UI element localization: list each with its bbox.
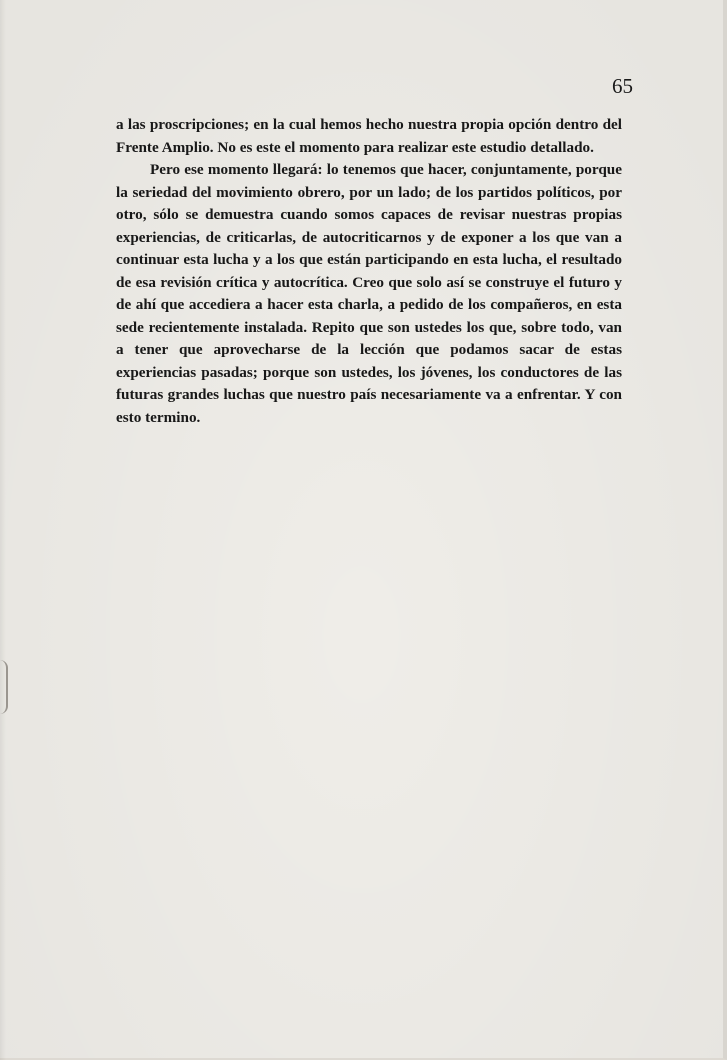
paragraph-1: a las proscripciones; en la cual hemos hecho nuestra propia opción dentro del Frente Amplio. No es este el momento para realizar este estudio detallado. (116, 116, 622, 156)
paragraph-2: Pero ese momento llegará: lo tenemos que hacer, conjuntamente, porque la seriedad del movimiento obrero, por un lado; de los partidos políticos, por otro, sólo se demuestra cuando somos capaces de revisar nuestras propias experiencias, de criticarlas, de autocriticarnos y de exponer a los que van a continuar esta lucha y a los que están participando en esta lucha, el resultado de esa revisión crítica y autocrítica. Creo que solo así se construye el futuro y de ahí que accediera a hacer esta charla, a pedido de los compañeros, en esta sede recientemente instalada. Repito que son ustedes los que, sobre todo, van a tener que aprovecharse de la lección que podamos sacar de estas experiencias pasadas; porque son ustedes, los jóvenes, los conductores de las futuras grandes luchas que nuestro país necesariamente va a enfrentar. Y con esto termino. (116, 161, 622, 426)
binding-mark (0, 660, 8, 714)
page-number: 65 (612, 74, 633, 98)
body-text (116, 114, 622, 429)
page-edge-shadow (0, 0, 6, 1060)
